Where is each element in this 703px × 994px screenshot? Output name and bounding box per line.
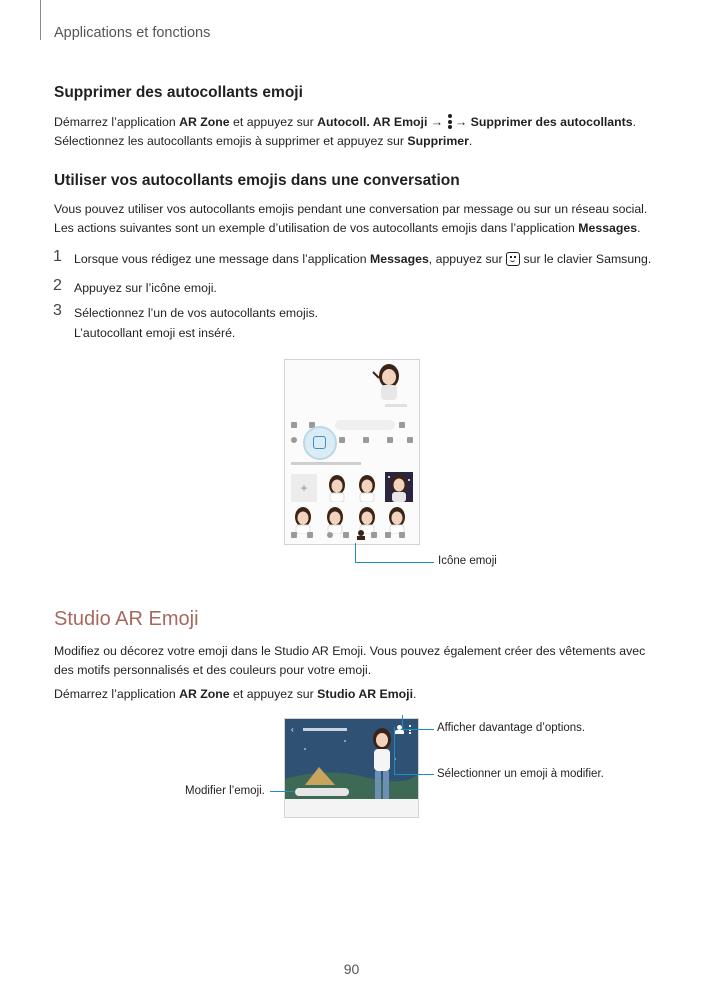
header-rule	[40, 0, 41, 40]
emoji-sticker-dark[interactable]	[385, 472, 413, 502]
add-sticker-button[interactable]: +	[291, 474, 317, 502]
edit-emoji-callout: Modifier l’emoji.	[185, 785, 265, 797]
step-number: 1	[53, 248, 62, 265]
step-text: Lorsque vous rédigez une message dans l’application Messages, appuyez sur sur le clavier Samsung.	[74, 252, 652, 266]
studio-ar-emoji-heading: Studio AR Emoji	[54, 608, 199, 630]
sticker-keyboard-screenshot	[284, 359, 420, 545]
delete-stickers-heading: Supprimer des autocollants emoji	[54, 84, 303, 101]
sticker-icon	[313, 436, 326, 449]
more-options-icon	[447, 114, 452, 129]
studio-para-2: Démarrez l’application AR Zone et appuyez sur Studio AR Emoji.	[54, 687, 417, 701]
callout-line	[355, 562, 434, 563]
emoji-icon[interactable]	[357, 530, 365, 540]
sent-emoji-sticker	[369, 362, 405, 404]
step-number: 3	[53, 302, 62, 319]
use-intro-1: Vous pouvez utiliser vos autocollants emojis pendant une conversation par message ou sur un réseau social.	[54, 202, 648, 216]
callout-line	[394, 774, 434, 775]
timestamp-bar	[385, 404, 407, 407]
callout-line	[270, 791, 294, 792]
sticker-button-highlight[interactable]	[303, 426, 337, 460]
studio-ar-emoji-screenshot	[284, 718, 419, 818]
callout-line	[402, 729, 434, 730]
emoji-sticker[interactable]	[325, 474, 350, 502]
use-stickers-heading: Utiliser vos autocollants emojis dans une conversation	[54, 172, 460, 189]
step-text: Appuyez sur l’icône emoji.	[74, 281, 217, 295]
section-header: Applications et fonctions	[54, 25, 211, 41]
back-arrow-icon[interactable]: ‹	[291, 725, 294, 734]
sticker-icon	[506, 252, 520, 266]
edit-emoji-button[interactable]	[295, 788, 349, 796]
delete-line-2: Sélectionnez les autocollants emojis à supprimer et appuyez sur Supprimer.	[54, 134, 473, 148]
callout-line	[402, 715, 403, 730]
emoji-sticker[interactable]	[355, 474, 380, 502]
sticker-bottom-bar	[289, 530, 415, 540]
select-emoji-callout: Sélectionner un emoji à modifier.	[437, 768, 604, 780]
step-text: Sélectionnez l’un de vos autocollants emojis.	[74, 306, 319, 320]
page-number: 90	[343, 961, 360, 977]
callout-line	[394, 727, 395, 775]
callout-line	[355, 543, 356, 563]
sticker-category-tabs	[291, 462, 361, 465]
more-options-callout: Afficher davantage d’options.	[437, 722, 586, 734]
emoji-avatar	[367, 727, 397, 803]
step-number: 2	[53, 277, 62, 294]
delete-line-1: Démarrez l’application AR Zone et appuyez sur Autocoll. AR Emoji → → Supprimer des autocollants.	[54, 115, 637, 129]
studio-para-1a: Modifiez ou décorez votre emoji dans le Studio AR Emoji. Vous pouvez également créer des vêtements avec	[54, 644, 646, 658]
use-intro-2: Les actions suivantes sont un exemple d’utilisation de vos autocollants emojis dans l’application Messages.	[54, 221, 641, 235]
emoji-icon-callout: Icône emoji	[438, 555, 497, 567]
screen-title-bar	[303, 728, 347, 731]
step-result: L’autocollant emoji est inséré.	[74, 326, 236, 340]
studio-para-1b: des motifs personnalisés et des couleurs pour votre emoji.	[54, 663, 372, 677]
